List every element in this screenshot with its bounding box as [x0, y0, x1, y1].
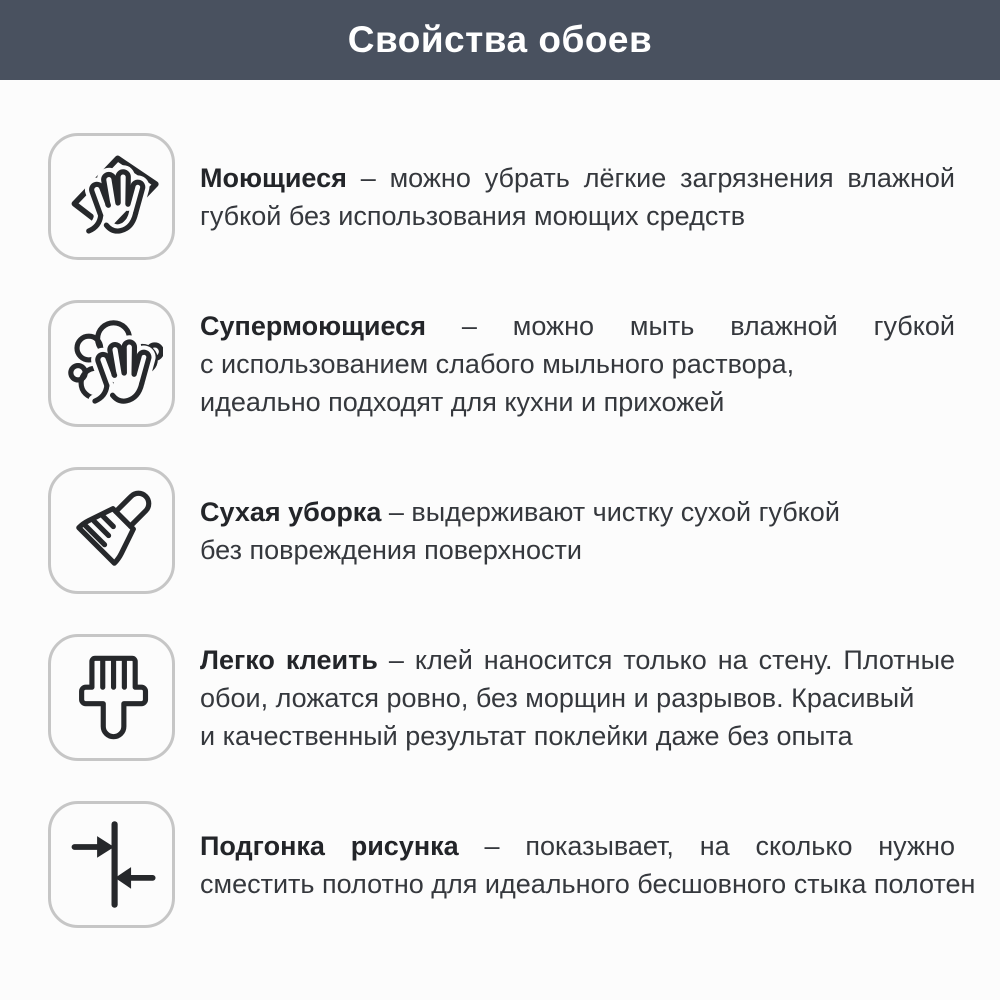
- property-line: губкой без использования моющих средств: [200, 200, 746, 231]
- icon-box: [48, 467, 175, 594]
- property-line: с использованием слабого мыльного раствора,: [200, 348, 795, 379]
- soapy-hand-icon: [60, 312, 163, 415]
- property-item-pattern-match: [48, 801, 976, 928]
- property-text: [200, 641, 955, 755]
- properties-list: [0, 80, 1000, 928]
- property-title: Подгонка рисунка: [200, 830, 459, 861]
- property-text: [200, 493, 955, 569]
- property-desc: – можно убрать лёгкие загрязнения влажной: [360, 162, 955, 193]
- pattern-offset-icon: [60, 813, 163, 916]
- property-line: идеально подходят для кухни и прихожей: [200, 386, 725, 417]
- property-line: [200, 159, 955, 197]
- property-line: без повреждения поверхности: [200, 534, 582, 565]
- property-line: [200, 493, 955, 531]
- header-bar: [0, 0, 1000, 80]
- icon-box: [48, 634, 175, 761]
- property-title: Моющиеся: [200, 162, 347, 193]
- property-line: и качественный результат поклейки даже без опыта: [200, 720, 853, 751]
- cleaning-brush-icon: [60, 479, 163, 582]
- property-line: [200, 641, 955, 679]
- icon-box: [48, 133, 175, 260]
- wiping-hand-icon: [60, 145, 163, 248]
- icon-box: [48, 801, 175, 928]
- page-title: Свойства обоев: [347, 19, 653, 60]
- property-title: Сухая уборка: [200, 496, 382, 527]
- property-item-dry-cleaning: [48, 467, 955, 594]
- property-text: [200, 159, 955, 235]
- property-text: [200, 307, 955, 421]
- property-line: сместить полотно для идеального бесшовного стыка полотен: [200, 868, 976, 899]
- icon-box: [48, 300, 175, 427]
- property-item-super-washable: [48, 300, 955, 427]
- property-desc: – показывает, на сколько нужно: [484, 830, 955, 861]
- property-desc: – клей наносится только на стену. Плотные: [388, 644, 955, 675]
- property-desc: – выдерживают чистку сухой губкой: [388, 496, 840, 527]
- property-line: [200, 827, 955, 865]
- property-item-easy-glue: [48, 634, 955, 761]
- property-title: Супермоющиеся: [200, 310, 426, 341]
- property-line: обои, ложатся ровно, без морщин и разрывов. Красивый: [200, 682, 915, 713]
- paintbrush-icon: [60, 646, 163, 749]
- property-line: [200, 307, 955, 345]
- property-item-washable: [48, 133, 955, 260]
- property-text: [200, 827, 976, 903]
- property-title: Легко клеить: [200, 644, 378, 675]
- property-desc: – можно мыть влажной губкой: [461, 310, 955, 341]
